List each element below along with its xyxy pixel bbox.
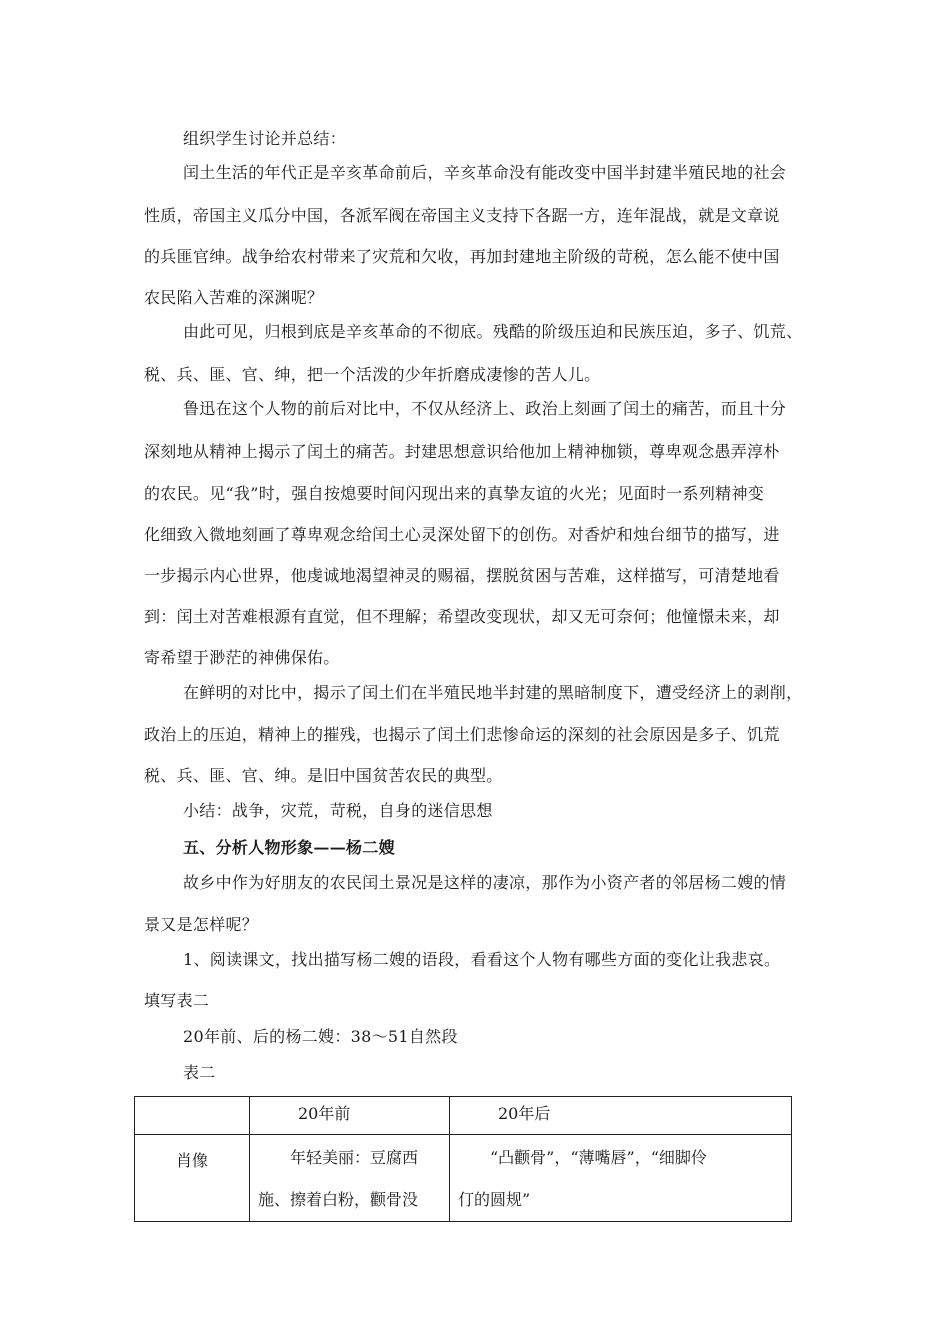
paragraph-line: 由此可见，归根到底是辛亥革命的不彻底。残酷的阶级压迫和民族压迫，多子、饥荒、	[183, 322, 803, 341]
paragraph-line: 闰土生活的年代正是辛亥革命前后，辛亥革命没有能改变中国半封建半殖民地的社会	[183, 163, 787, 182]
summary-line: 小结：战争，灾荒，苛税，自身的迷信思想	[183, 801, 493, 820]
paragraph-line: 20年前、后的杨二嫂：38～51自然段	[183, 1027, 458, 1046]
table-header-cell: 20年前	[250, 1097, 450, 1135]
paragraph-line: 税、兵、匪、官、绅。是旧中国贫苦农民的典型。	[144, 766, 503, 785]
paragraph-line: 景又是怎样呢？	[144, 915, 259, 934]
paragraph-line: 政治上的压迫，精神上的摧残，也揭示了闰土们悲惨命运的深刻的社会原因是多子、饥荒	[144, 725, 780, 744]
paragraph-line: 在鲜明的对比中，揭示了闰土们在半殖民地半封建的黑暗制度下，遭受经济上的剥削，	[183, 683, 803, 702]
paragraph-line: 的农民。见“我”时，强自按熄要时间闪现出来的真挚友谊的火光；见面时一系列精神变	[144, 484, 765, 503]
table-header-cell: 20年后	[450, 1097, 792, 1135]
paragraph-line: 组织学生讨论并总结：	[183, 129, 347, 148]
paragraph-line: 一步揭示内心世界，他虔诚地渴望神灵的赐福，摆脱贫困与苦难，这样描写，可清楚地看	[144, 566, 780, 585]
paragraph-line: 故乡中作为好朋友的农民闰土景况是这样的凄凉，那作为小资产者的邻居杨二嫂的情	[183, 873, 787, 892]
comparison-table	[134, 1096, 792, 1222]
paragraph-line: 深刻地从精神上揭示了闰土的痛苦。封建思想意识给他加上精神枷锁，尊卑观念愚弄淳朴	[144, 442, 780, 461]
paragraph-line: 鲁迅在这个人物的前后对比中，不仅从经济上、政治上刻画了闰土的痛苦，而且十分	[183, 399, 787, 418]
section-heading: 五、分析人物形象——杨二嫂	[183, 838, 395, 857]
paragraph-line: 农民陷入苦难的深渊呢？	[144, 288, 324, 307]
before-cell: 年轻美丽：豆腐西 施、擦着白粉，颧骨没	[250, 1135, 450, 1222]
paragraph-line: 填写表二	[144, 991, 210, 1010]
paragraph-line: 的兵匪官绅。战争给农村带来了灾荒和欠收，再加封建地主阶级的苛税，怎么能不使中国	[144, 247, 780, 266]
table-header-row	[135, 1097, 792, 1135]
paragraph-line: 到：闰土对苦难根源有直觉，但不理解；希望改变现状，却又无可奈何；他憧憬未来，却	[144, 607, 780, 626]
paragraph-line: 化细致入微地刻画了尊卑观念给闰土心灵深处留下的创伤。对香炉和烛台细节的描写，进	[144, 525, 780, 544]
table-row	[135, 1135, 792, 1222]
row-label-cell: 肖像	[135, 1135, 250, 1222]
paragraph-line: 1、阅读课文，找出描写杨二嫂的语段，看看这个人物有哪些方面的变化让我悲哀。	[183, 950, 781, 969]
table-caption: 表二	[183, 1063, 216, 1082]
paragraph-line: 寄希望于渺茫的神佛保佑。	[144, 648, 340, 667]
after-cell: “凸颧骨”，“薄嘴唇”，“细脚伶 仃的圆规”	[450, 1135, 792, 1222]
table-header-cell	[135, 1097, 250, 1135]
paragraph-line: 税、兵、匪、官、绅，把一个活泼的少年折磨成凄惨的苦人儿。	[144, 365, 601, 384]
paragraph-line: 性质，帝国主义瓜分中国，各派军阀在帝国主义支持下各踞一方，连年混战，就是文章说	[144, 206, 780, 225]
